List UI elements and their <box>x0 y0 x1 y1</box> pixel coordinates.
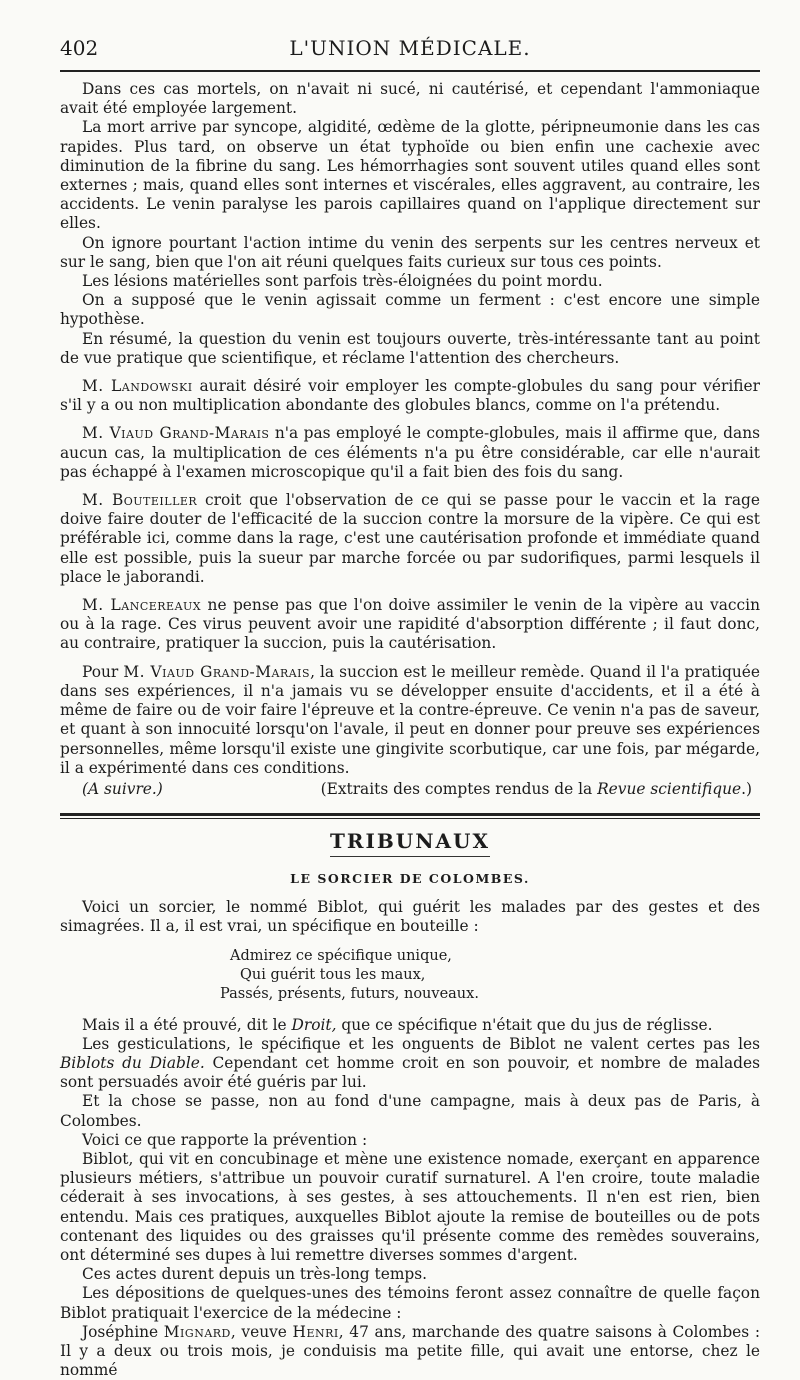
paragraph-text: que ce spécifique n'était que du jus de réglisse. <box>336 1015 713 1034</box>
journal-name: Droit, <box>291 1015 337 1034</box>
speaker-name: M. Viaud Grand-Marais <box>123 662 311 681</box>
paragraph-text: Joséphine <box>82 1322 164 1341</box>
paragraph: La mort arrive par syncope, algidité, œdème de la glotte, péripneumonie dans les cas rapides. Plus tard, on observe un état typhoïde ou bien enfin une cachexie avec diminution de la fibrine du sang. Les hémorrhagies sont souvent utiles quand elles sont externes ; mais, quand elles sont internes et viscérales, elles aggravent, au contraire, les accidents. Le venin paralyse les parois capillaires quand on l'applique directement sur elles. <box>60 118 760 233</box>
paragraph-text: Les gesticulations, le spécifique et les onguents de Biblot ne valent certes pas les <box>82 1034 760 1053</box>
verse-quote <box>220 947 760 1004</box>
witness-name: Mignard <box>163 1322 231 1341</box>
paragraph-text: Pour <box>82 662 124 681</box>
section-title: TRIBUNAUX <box>330 829 490 854</box>
italic-phrase: Biblots du Diable. <box>60 1053 205 1072</box>
verse-line: Admirez ce spécifique unique, <box>230 947 452 964</box>
paragraph: On ignore pourtant l'action intime du venin des serpents sur les centres nerveux et sur le sang, bien que l'on ait réuni quelques faits curieux sur tous ces points. <box>60 233 760 271</box>
running-title: L'UNION MÉDICALE. <box>289 36 531 60</box>
source-note-suffix: .) <box>741 779 752 798</box>
a-suivre: (A suivre.) <box>82 779 163 798</box>
page-header <box>60 30 760 70</box>
paragraph-deposition <box>60 1323 760 1380</box>
paragraph: Les lésions matérielles sont parfois très-éloignées du point mordu. <box>82 272 603 291</box>
paragraph <box>60 1035 760 1093</box>
paragraph-text: aurait désiré voir employer les compte-globules du sang pour vérifier s'il y a ou non multiplication abondante des globules blancs, comme on l'a prétendu. <box>60 377 760 415</box>
paragraph-text: , veuve <box>230 1322 293 1341</box>
source-note-prefix: (Extraits des comptes rendus de la <box>320 779 598 798</box>
paragraph-text: , 47 ans, marchande des quatre saisons à Colombes : Il y a deux ou trois mois, je conduisis ma petite fille, qui avait une entorse, chez le nommé <box>60 1322 761 1380</box>
page-number: 402 <box>60 36 99 60</box>
speaker-name: M. Viaud Grand-Marais <box>82 424 270 443</box>
tribunaux-section <box>60 829 760 1380</box>
paragraph: Dans ces cas mortels, on n'avait ni sucé, ni cautérisé, et cependant l'ammoniaque avait été employée largement. <box>60 80 760 118</box>
source-journal: Revue scientifique <box>597 779 742 798</box>
section-divider <box>60 813 760 819</box>
paragraph-viaud <box>60 424 760 482</box>
paragraph: Voici ce que rapporte la prévention : <box>82 1130 368 1149</box>
paragraph: En résumé, la question du venin est toujours ouverte, très-intéressante tant au point de vue pratique que scientifique, et réclame l'attention des chercheurs. <box>60 329 760 367</box>
paragraph-text: , la succion est le meilleur remède. Quand il l'a pratiquée dans ses expériences, il n'a jamais vu se développer ensuite d'accidents, et il a été à même de faire ou de voir faire l'épreuve et la contre-épreuve. Ce venin n'a pas de saveur, et quant à son innocuité lorsqu'on l'avale, il peut en donner pour preuve ses expériences personnelles, même lorsqu'il existe une gingivite scorbutique, car une fois, par mégarde, il a expérimenté dans ces conditions. <box>60 662 760 777</box>
source-note <box>321 780 752 799</box>
paragraph: Et la chose se passe, non au fond d'une campagne, mais à deux pas de Paris, à Colombes. <box>60 1092 760 1130</box>
article-title: LE SORCIER DE COLOMBES. <box>290 871 530 887</box>
witness-name: Henri <box>292 1322 339 1341</box>
paragraph-text: ne pense pas que l'on doive assimiler le venin de la vipère au vaccin ou à la rage. Ces virus peuvent avoir une rapidité d'absorption différente ; il faut donc, au contraire, pratiquer la succion, puis la cautérisation. <box>60 596 760 653</box>
paragraph-text: croit que l'observation de ce qui se passe pour le vaccin et la rage doive faire douter de l'efficacité de la succion contre la morsure de la vipère. Ce qui est préférable ici, comme dans la rage, c'est une cautérisation profonde et immédiate quand elle est possible, puis la sueur par marche forcée ou par sudorifiques, parmi lesquels il place le jaborandi. <box>60 491 760 586</box>
paragraph: On a supposé que le venin agissait comme un ferment : c'est encore une simple hypothèse. <box>60 291 760 329</box>
verse-line: Qui guérit tous les maux, <box>240 966 426 983</box>
discussion-section <box>60 80 760 799</box>
paragraph-text: Mais il a été prouvé, dit le <box>82 1015 292 1034</box>
section-footer <box>60 780 760 799</box>
paragraph: Voici un sorcier, le nommé Biblot, qui guérit les malades par des gestes et des simagrées. Il a, il est vrai, un spécifique en bouteille : <box>60 898 760 936</box>
speaker-name: M. Landowski <box>82 377 193 396</box>
paragraph-text: Cependant cet homme croit en son pouvoir, et nombre de malades sont persuadés avoir été guéris par lui. <box>60 1053 760 1092</box>
paragraph <box>60 1016 760 1035</box>
verse-line: Passés, présents, futurs, nouveaux. <box>220 985 479 1002</box>
paragraph-lancereaux <box>60 596 760 654</box>
speaker-name: M. Bouteiller <box>82 491 198 510</box>
paragraph: Les dépositions de quelques-unes des témoins feront assez connaître de quelle façon Biblot pratiquait l'exercice de la médecine : <box>60 1284 760 1322</box>
speaker-name: M. Lancereaux <box>82 596 202 615</box>
paragraph: Biblot, qui vit en concubinage et mène une existence nomade, exerçant en apparence plusieurs métiers, s'attribue un pouvoir curatif surnaturel. A l'en croire, toute maladie céderait à ses invocations, à ses gestes, à ses attouchements. Il n'en est rien, bien entendu. Mais ces pratiques, auxquelles Biblot ajoute la remise de bouteilles ou de pots contenant des liquides ou des graisses qu'il présente comme des remèdes souverains, ont déterminé ses dupes à lui remettre diverses sommes d'argent. <box>60 1149 760 1264</box>
paragraph-bouteiller <box>60 491 760 587</box>
paragraph: Ces actes durent depuis un très-long temps. <box>82 1265 428 1284</box>
paragraph-landowski <box>60 377 760 415</box>
title-rule <box>330 856 490 857</box>
header-rule <box>60 70 760 72</box>
paragraph-text: n'a pas employé le compte-globules, mais il affirme que, dans aucun cas, la multiplication de ces éléments n'a pu être considérable, car elle n'aurait pas échappé à l'examen microscopique qu'il a fait bien des fois du sang. <box>60 424 760 481</box>
paragraph-viaud-conclusion <box>60 663 760 778</box>
